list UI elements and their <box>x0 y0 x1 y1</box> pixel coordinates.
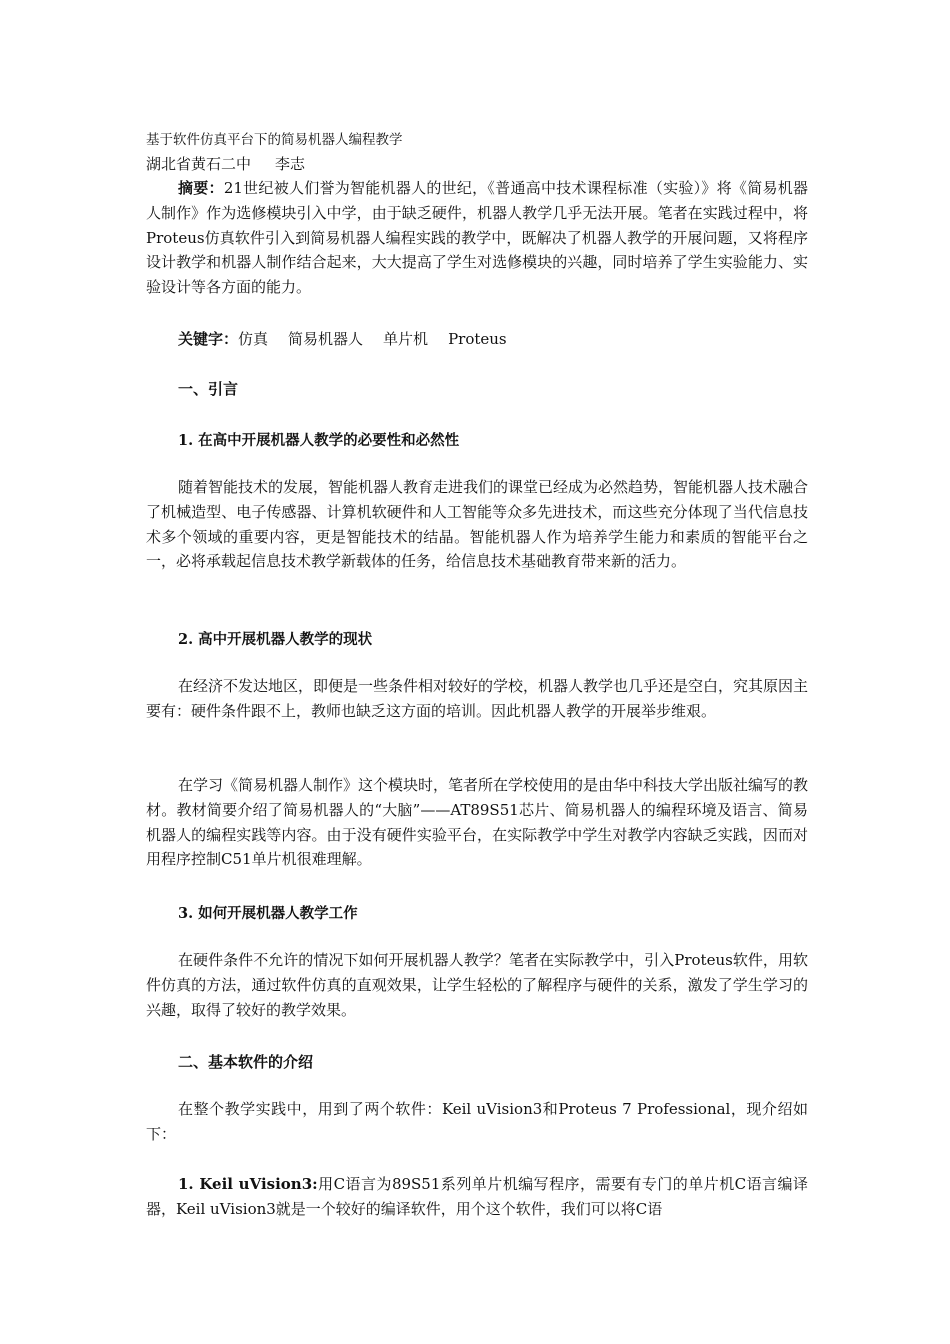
paragraph-how: 在硬件条件不允许的情况下如何开展机器人教学？笔者在实际教学中，引入Proteus软件，用软件仿真的方法，通过软件仿真的直观效果，让学生轻松的了解程序与硬件的关系，激发了学生学习的兴趣，取得了较好的教学效果。 <box>146 951 808 1019</box>
abstract-paragraph <box>146 176 808 300</box>
subsection-heading-status: 2. 高中开展机器人教学的现状 <box>178 631 373 648</box>
paragraph-software-intro: 在整个教学实践中，用到了两个软件：Keil uVision3和Proteus 7 Professional，现介绍如下： <box>146 1100 808 1143</box>
paragraph-status-1: 在经济不发达地区，即便是一些条件相对较好的学校，机器人教学也几乎还是空白，究其原因主要有：硬件条件跟不上，教师也缺乏这方面的培训。因此机器人教学的开展举步维艰。 <box>146 677 809 720</box>
subsection-heading-necessity: 1. 在高中开展机器人教学的必要性和必然性 <box>178 432 460 449</box>
section-heading-introduction: 一、引言 <box>178 380 239 398</box>
keywords-line <box>178 328 527 349</box>
section-heading-software: 二、基本软件的介绍 <box>178 1053 314 1071</box>
paragraph-keil <box>146 1172 808 1222</box>
keil-text: 用C语言为89S51系列单片机编写程序，需要有专门的单片机C语言编译器，Keil uVision3就是一个较好的编译软件，用个这个软件，我们可以将C语 <box>146 1175 808 1218</box>
author-line <box>146 153 305 174</box>
paragraph-necessity: 随着智能技术的发展，智能机器人教育走进我们的课堂已经成为必然趋势，智能机器人技术融合了机械造型、电子传感器、计算机软硬件和人工智能等众多先进技术，而这些充分体现了当代信息技术多个领域的重要内容，更是智能技术的结晶。智能机器人作为培养学生能力和素质的智能平台之一，必将承载起信息技术教学新载体的任务，给信息技术基础教育带来新的活力。 <box>146 478 809 571</box>
paragraph-status-2: 在学习《简易机器人制作》这个模块时，笔者所在学校使用的是由华中科技大学出版社编写的教材。教材简要介绍了简易机器人的“大脑”——AT89S51芯片、简易机器人的编程环境及语言、简易机器人的编程实践等内容。由于没有硬件实验平台，在实际教学中学生对教学内容缺乏实践，因而对用程序控制C51单片机很难理解。 <box>146 776 809 869</box>
keywords-label: 关键字： <box>178 330 239 348</box>
abstract-label: 摘要： <box>178 179 224 197</box>
document-title: 基于软件仿真平台下的简易机器人编程教学 <box>146 132 403 148</box>
keyword-item: 单片机 <box>383 330 429 348</box>
author-organization: 湖北省黄石二中 <box>146 155 252 173</box>
keyword-item: 简易机器人 <box>288 330 364 348</box>
author-name: 李志 <box>275 155 306 173</box>
abstract-text: 21世纪被人们誉为智能机器人的世纪，《普通高中技术课程标准（实验）》将《简易机器人制作》作为选修模块引入中学，由于缺乏硬件，机器人教学几乎无法开展。笔者在实践过程中，将Proteus仿真软件引入到简易机器人编程实践的教学中，既解决了机器人教学的开展问题，又将程序设计教学和机器人制作结合起来，大大提高了学生对选修模块的兴趣，同时培养了学生实验能力、实验设计等各方面的能力。 <box>146 179 808 297</box>
keyword-item: Proteus <box>448 330 507 348</box>
subsection-heading-how: 3. 如何开展机器人教学工作 <box>178 905 358 922</box>
keil-label: 1. Keil uVision3: <box>178 1175 318 1193</box>
keyword-item: 仿真 <box>238 330 269 348</box>
